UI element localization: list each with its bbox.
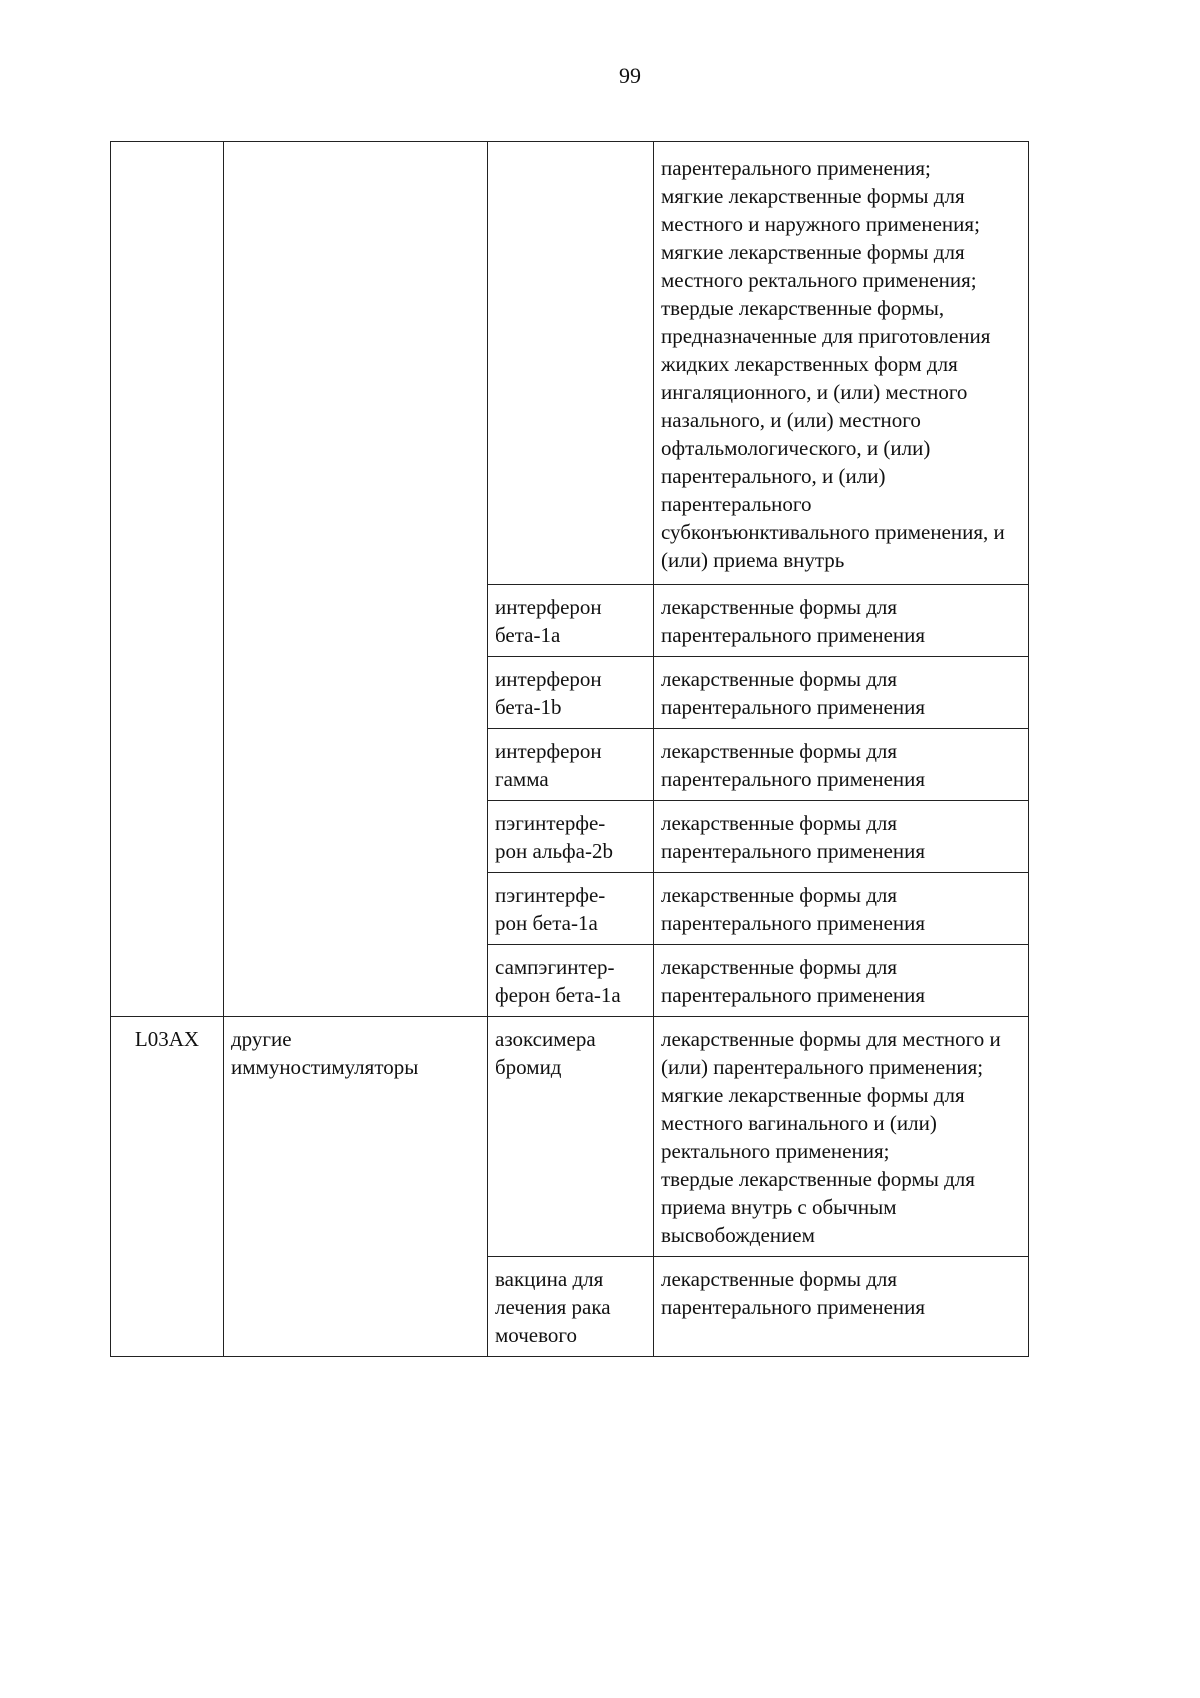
dosage-form-cell: лекарственные формы для парентерального применения <box>654 657 1029 729</box>
drug-name-cell: интерферон бета-1a <box>488 585 654 657</box>
dosage-form-cell: парентерального применения; мягкие лекарственные формы для местного и наружного применения; мягкие лекарственные формы для местного ректального применения; твердые лекарственные формы, предназначенные для приготовления жидких лекарственных форм для ингаляционного, и (или) местного назального, и (или) местного офтальмологического, и (или) парентерального, и (или) парентерального субконъюнктивального применения, и (или) приема внутрь <box>654 142 1029 585</box>
dosage-form-cell: лекарственные формы для парентерального применения <box>654 585 1029 657</box>
dosage-form-cell: лекарственные формы для парентерального применения <box>654 1257 1029 1357</box>
dosage-form-cell: лекарственные формы для парентерального применения <box>654 729 1029 801</box>
dosage-form-cell: лекарственные формы для местного и (или) парентерального применения; мягкие лекарственные формы для местного вагинального и (или) ректального применения; твердые лекарственные формы для приема внутрь с обычным высвобождением <box>654 1017 1029 1257</box>
dosage-form-cell: лекарственные формы для парентерального применения <box>654 873 1029 945</box>
table-row <box>111 142 1029 585</box>
dosage-form-cell: лекарственные формы для парентерального применения <box>654 945 1029 1017</box>
table-row <box>111 1017 1029 1257</box>
atc-code-cell: L03AX <box>111 1017 224 1357</box>
drug-name-cell: вакцина для лечения рака мочевого <box>488 1257 654 1357</box>
drug-name-cell <box>488 142 654 585</box>
page-number: 99 <box>619 63 641 88</box>
group-name-cell: другие иммуностимуляторы <box>224 1017 488 1357</box>
medicines-table <box>110 141 1029 1357</box>
group-name-cell <box>224 142 488 1017</box>
atc-code-cell <box>111 142 224 1017</box>
drug-name-cell: азоксимера бромид <box>488 1017 654 1257</box>
dosage-form-cell: лекарственные формы для парентерального применения <box>654 801 1029 873</box>
drug-name-cell: пэгинтерфе- рон альфа-2b <box>488 801 654 873</box>
drug-name-cell: интерферон гамма <box>488 729 654 801</box>
drug-name-cell: пэгинтерфе- рон бета-1a <box>488 873 654 945</box>
drug-name-cell: сампэгинтер- ферон бета-1a <box>488 945 654 1017</box>
drug-name-cell: интерферон бета-1b <box>488 657 654 729</box>
